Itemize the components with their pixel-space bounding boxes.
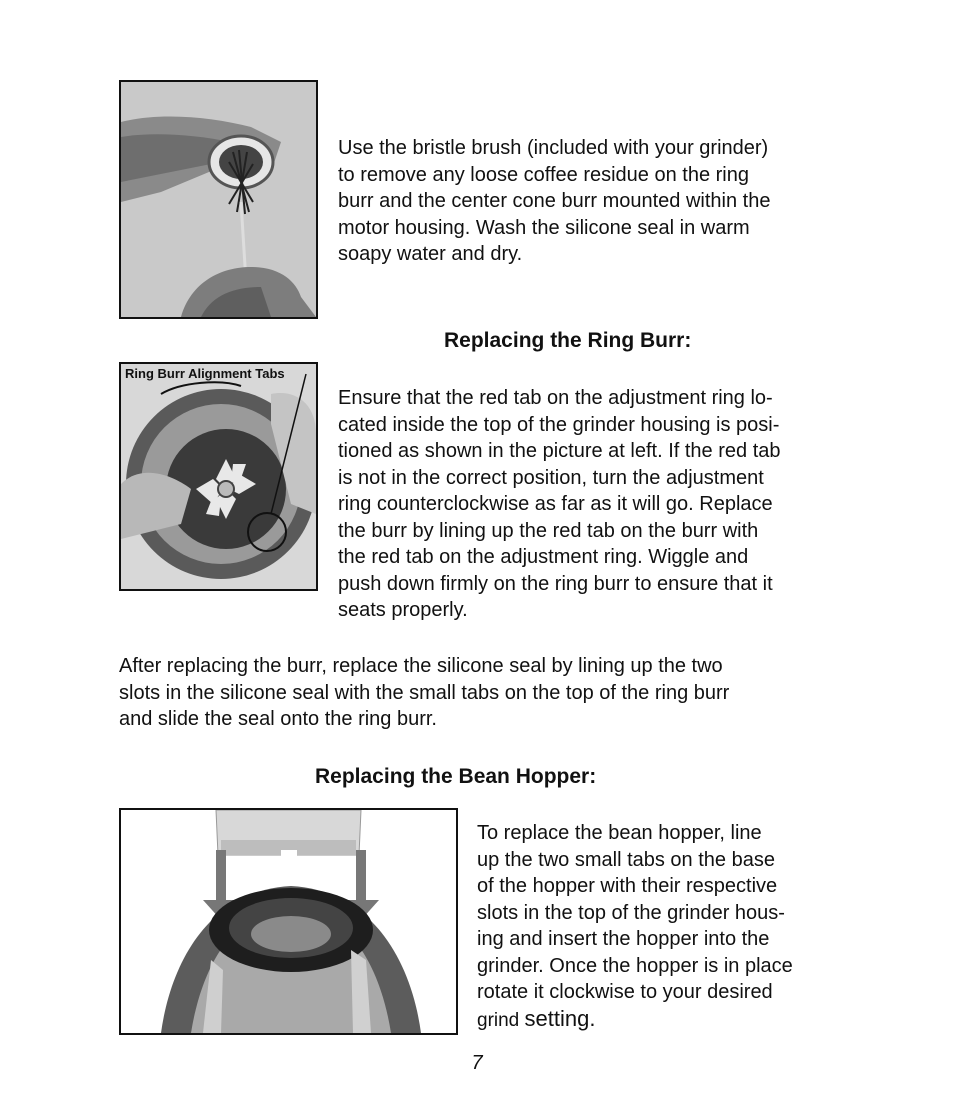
bean-hopper-instructions — [477, 820, 897, 1034]
photo-caption-alignment-tabs: Ring Burr Alignment Tabs — [125, 366, 285, 381]
bean-hopper-text-last-prefix: grind — [477, 1009, 525, 1031]
ring-burr-instructions: Ensure that the red tab on the adjustment ring lo- cated inside the top of the grinder housing is posi- tioned as shown in the picture at left. If the red tab is not in the correct position, turn the adjustment ring counterclockwise as far as it will go. Replace the burr by lining up the red tab on the burr with the red tab on the adjustment ring. Wiggle and push down firmly on the ring burr to ensure that it seats properly. — [338, 387, 781, 621]
bean-hopper-text-last-word: setting. — [524, 1005, 596, 1031]
bean-hopper-text-main: To replace the bean hopper, line up the two small tabs on the base of the hopper with their respective slots in the top of the grinder hous- ing and insert the hopper into the grinder. Once the hopper is in place rotate it clockwise to your desired — [477, 822, 793, 1003]
brush-instructions: Use the bristle brush (included with your grinder) to remove any loose coffee residue on the ring burr and the center cone burr mounted within the motor housing. Wash the silicone seal in warm soapy water and dry. — [338, 137, 771, 265]
silicone-seal-instructions: After replacing the burr, replace the silicone seal by lining up the two slots in the silicone seal with the small tabs on the top of the ring burr and slide the seal onto the ring burr. — [119, 655, 730, 730]
ring-burr-heading: Replacing the Ring Burr: — [444, 329, 692, 352]
page-number: 7 — [471, 1052, 483, 1074]
bean-hopper-heading: Replacing the Bean Hopper: — [315, 765, 597, 788]
bean-hopper-photo — [119, 808, 458, 1035]
ring-burr-photo — [119, 362, 318, 591]
brush-cleaning-photo — [119, 80, 318, 319]
